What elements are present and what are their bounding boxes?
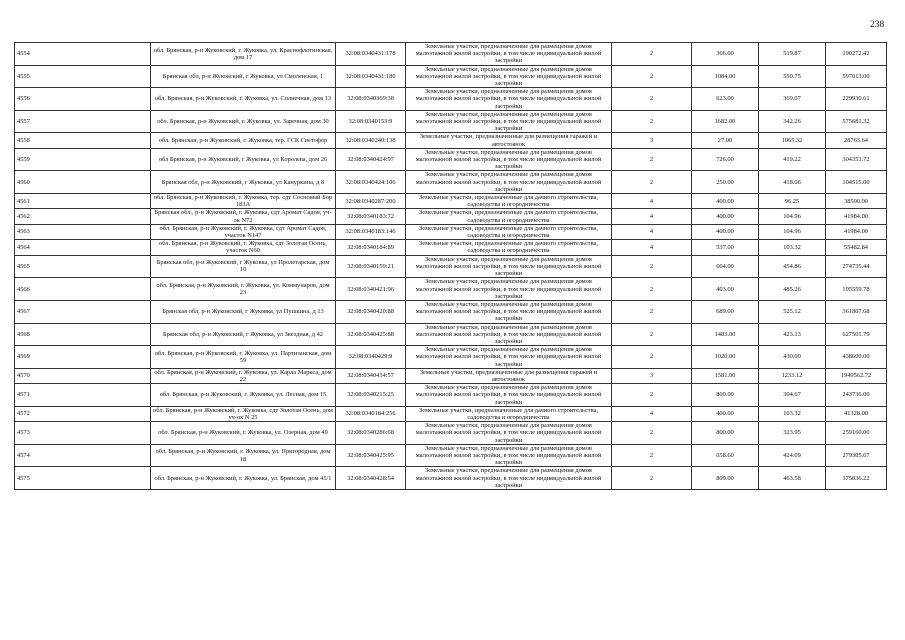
group-code-cell: 2: [612, 323, 692, 346]
land-use-cell: Земельные участки, предназначенные для дачного строительства, садоводства и огородничества: [406, 224, 612, 239]
area-cell: 726.00: [692, 148, 759, 171]
unit-value-cell: 519.87: [759, 43, 826, 66]
land-use-cell: Земельные участки, предназначенные для размещения домов малоэтажной жилой застройки, в том числе индивидуальной жилой застройки: [406, 300, 612, 323]
group-code-cell: 3: [612, 133, 692, 148]
unit-value-cell: 103.32: [759, 406, 826, 421]
cadastral-value-cell: 195559.78: [826, 278, 887, 301]
land-use-cell: Земельные участки, предназначенные для размещения домов малоэтажной жилой застройки, в том числе индивидуальной жилой застройки: [406, 278, 612, 301]
group-code-cell: 4: [612, 209, 692, 224]
address-cell: обл. Брянская, р-н Жуковский, г. Жуковка, сдт Золотая Осень, дом уч-ок N 25: [151, 406, 336, 421]
row-number: 4571: [15, 384, 151, 407]
area-cell: 809.00: [692, 467, 759, 490]
cadastral-value-cell: 274735.44: [826, 255, 887, 278]
land-use-cell: Земельные участки, предназначенные для дачного строительства, садоводства и огородничества: [406, 240, 612, 255]
cadastral-number-cell: 32:08:0340286:68: [336, 422, 406, 445]
table-row: [15, 240, 887, 255]
unit-value-cell: 1233.12: [759, 368, 826, 383]
cadastral-number-cell: 32:08:0340429:9: [336, 346, 406, 369]
unit-value-cell: 463.58: [759, 467, 826, 490]
unit-value-cell: 430.00: [759, 346, 826, 369]
area-cell: 658.60: [692, 444, 759, 467]
table-row: [15, 43, 887, 66]
group-code-cell: 2: [612, 88, 692, 111]
table-row: [15, 194, 887, 209]
group-code-cell: 2: [612, 384, 692, 407]
cadastral-number-cell: 32:08:0340421:96: [336, 278, 406, 301]
address-cell: Брянская обл, р-н Жуковский, г Жуковка, ул Пролетарская, дом 10: [151, 255, 336, 278]
row-number: 4568: [15, 323, 151, 346]
group-code-cell: 2: [612, 422, 692, 445]
cadastral-value-cell: 575681.32: [826, 110, 887, 133]
row-number: 4572: [15, 406, 151, 421]
group-code-cell: 2: [612, 65, 692, 88]
cadastral-value-cell: 375036.22: [826, 467, 887, 490]
cadastral-value-cell: 279305.67: [826, 444, 887, 467]
cadastral-value-cell: 41328.00: [826, 406, 887, 421]
cadastral-number-cell: 32:08:0340183:72: [336, 209, 406, 224]
address-cell: обл. Брянская, р-н Жуковский, г. Жуковка, ул. Заречная, дом 30: [151, 110, 336, 133]
land-use-cell: Земельные участки, предназначенные для размещения домов малоэтажной жилой застройки, в том числе индивидуальной жилой застройки: [406, 444, 612, 467]
unit-value-cell: 418.06: [759, 171, 826, 194]
land-use-cell: Земельные участки, предназначенные для размещения домов малоэтажной жилой застройки, в том числе индивидуальной жилой застройки: [406, 323, 612, 346]
area-cell: 1483.00: [692, 323, 759, 346]
cadastral-value-cell: 1949562.72: [826, 368, 887, 383]
group-code-cell: 4: [612, 224, 692, 239]
area-cell: 366.00: [692, 43, 759, 66]
address-cell: обл. Брянская, р-н Жуковский, г. Жуковка, ул. Краснофлотинская, дом 17: [151, 43, 336, 66]
row-number: 4563: [15, 224, 151, 239]
table-row: [15, 224, 887, 239]
area-cell: 250.00: [692, 171, 759, 194]
address-cell: Брянская обл., р-н Жуковский, г. Жуковка, сдт Аромат Садов, уч-ок N72: [151, 209, 336, 224]
table-row: [15, 346, 887, 369]
cadastral-number-cell: 32:08:0340184:256: [336, 406, 406, 421]
group-code-cell: 2: [612, 110, 692, 133]
row-number: 4570: [15, 368, 151, 383]
cadastral-value-cell: 243736.00: [826, 384, 887, 407]
land-use-cell: Земельные участки, предназначенные для размещения домов малоэтажной жилой застройки, в том числе индивидуальной жилой застройки: [406, 422, 612, 445]
cadastral-number-cell: 32:08:0340184:89: [336, 240, 406, 255]
land-use-cell: Земельные участки, предназначенные для размещения гаражей и автостоянок: [406, 133, 612, 148]
cadastral-number-cell: 32:08:0340434:57: [336, 368, 406, 383]
row-number: 4560: [15, 171, 151, 194]
table-row: [15, 300, 887, 323]
cadastral-number-cell: 32:08:0340183:146: [336, 224, 406, 239]
row-number: 4567: [15, 300, 151, 323]
table-row: [15, 133, 887, 148]
group-code-cell: 4: [612, 240, 692, 255]
cadastral-number-cell: 32:08:0340431:180: [336, 65, 406, 88]
land-use-cell: Земельные участки, предназначенные для размещения гаражей и автостоянок: [406, 368, 612, 383]
address-cell: обл. Брянская, р-н Жуковский, г. Жуковка, ул. Лесная, дом 15: [151, 384, 336, 407]
cadastral-value-cell: 627501.79: [826, 323, 887, 346]
row-number: 4554: [15, 43, 151, 66]
row-number: 4561: [15, 194, 151, 209]
cadastral-value-table: [14, 42, 887, 490]
land-use-cell: Земельные участки, предназначенные для размещения домов малоэтажной жилой застройки, в том числе индивидуальной жилой застройки: [406, 65, 612, 88]
unit-value-cell: 103.32: [759, 240, 826, 255]
row-number: 4558: [15, 133, 151, 148]
cadastral-value-cell: 41984.00: [826, 224, 887, 239]
land-use-cell: Земельные участки, предназначенные для размещения домов малоэтажной жилой застройки, в том числе индивидуальной жилой застройки: [406, 110, 612, 133]
row-number: 4566: [15, 278, 151, 301]
cadastral-value-cell: 41984.00: [826, 209, 887, 224]
unit-value-cell: 104.96: [759, 209, 826, 224]
page-number: 238: [870, 20, 885, 30]
table-row: [15, 323, 887, 346]
area-cell: 689.00: [692, 300, 759, 323]
address-cell: обл. Брянская, р-н Жуковский, г. Жуковка, тер. ГСК Светофор: [151, 133, 336, 148]
unit-value-cell: 454.86: [759, 255, 826, 278]
row-number: 4555: [15, 65, 151, 88]
group-code-cell: 3: [612, 368, 692, 383]
area-cell: 1084.00: [692, 65, 759, 88]
area-cell: 403.00: [692, 278, 759, 301]
area-cell: 1581.00: [692, 368, 759, 383]
table-row: [15, 278, 887, 301]
table-row: [15, 88, 887, 111]
area-cell: 400.00: [692, 224, 759, 239]
cadastral-number-cell: 32:08:0340425:88: [336, 323, 406, 346]
table-row: [15, 171, 887, 194]
cadastral-number-cell: 32:08:0340428:54: [336, 467, 406, 490]
cadastral-number-cell: 32:08:0340369:38: [336, 88, 406, 111]
group-code-cell: 4: [612, 406, 692, 421]
address-cell: обл. Брянская, р-н Жуковский, г. Жуковка, ул. Солнечная, дом 13: [151, 88, 336, 111]
area-cell: 537.00: [692, 240, 759, 255]
unit-value-cell: 525.12: [759, 300, 826, 323]
unit-value-cell: 342.26: [759, 110, 826, 133]
cadastral-number-cell: 32:08:0340420:88: [336, 300, 406, 323]
table-row: [15, 422, 887, 445]
area-cell: 1682.00: [692, 110, 759, 133]
group-code-cell: 2: [612, 444, 692, 467]
unit-value-cell: 304.67: [759, 384, 826, 407]
address-cell: обл. Брянская, р-н Жуковский, г. Жуковка, ул. Брянская, дом 45/1: [151, 467, 336, 490]
row-number: 4569: [15, 346, 151, 369]
group-code-cell: 2: [612, 148, 692, 171]
cadastral-number-cell: 32:08:0340424:106: [336, 171, 406, 194]
cadastral-value-cell: 55482.84: [826, 240, 887, 255]
row-number: 4574: [15, 444, 151, 467]
address-cell: обл. Брянская, р-н Жуковский, г. Жуковка, ул. Карла Маркса, дом 22: [151, 368, 336, 383]
table-row: [15, 444, 887, 467]
address-cell: обл. Брянская, р-н Жуковский, г. Жуковка, ул. Партизанская, дом 59: [151, 346, 336, 369]
table-row: [15, 148, 887, 171]
address-cell: обл Брянская, р-н Жуковский, г Жуковка, ул Королева, дом 26: [151, 148, 336, 171]
unit-value-cell: 550.75: [759, 65, 826, 88]
address-cell: Брянская обл, р-н Жуковский, г Жуковка, ул Кануркина, д 8: [151, 171, 336, 194]
land-use-cell: Земельные участки, предназначенные для дачного строительства, садоводства и огородничества: [406, 406, 612, 421]
area-cell: 800.00: [692, 422, 759, 445]
unit-value-cell: 323.95: [759, 422, 826, 445]
unit-value-cell: 96.25: [759, 194, 826, 209]
unit-value-cell: 419.22: [759, 148, 826, 171]
cadastral-value-cell: 304353.72: [826, 148, 887, 171]
address-cell: обл. Брянская, р-н Жуковский, г. Жуковка, сдт Аромат Садов, участок N147: [151, 224, 336, 239]
row-number: 4565: [15, 255, 151, 278]
table-body: [15, 43, 887, 490]
group-code-cell: 2: [612, 255, 692, 278]
address-cell: обл. Брянская, р-н Жуковский, г. Жуковка, ул. Коммунаров, дом 23: [151, 278, 336, 301]
address-cell: обл. Брянская, р-н Жуковский, г. Жуковка, сдт Золотая Осень, участок N60: [151, 240, 336, 255]
row-number: 4559: [15, 148, 151, 171]
cadastral-number-cell: 32:08:0340425:95: [336, 444, 406, 467]
group-code-cell: 2: [612, 346, 692, 369]
cadastral-value-cell: 259160.00: [826, 422, 887, 445]
area-cell: 623.00: [692, 88, 759, 111]
area-cell: 604.00: [692, 255, 759, 278]
address-cell: Брянская обл, р-н Жуковский, г Жуковка, ул Смоленская, 1: [151, 65, 336, 88]
group-code-cell: 2: [612, 171, 692, 194]
cadastral-number-cell: 32:08:0340153:9: [336, 110, 406, 133]
row-number: 4575: [15, 467, 151, 490]
cadastral-value-cell: 361807.68: [826, 300, 887, 323]
unit-value-cell: 369.07: [759, 88, 826, 111]
address-cell: обл. Брянская, р-н Жуковский, г. Жуковка, ул. Озерная, дом 49: [151, 422, 336, 445]
land-use-cell: Земельные участки, предназначенные для размещения домов малоэтажной жилой застройки, в том числе индивидуальной жилой застройки: [406, 171, 612, 194]
address-cell: Брянская обл, р-н Жуковский, г Жуковка, ул Пушкина, д 13: [151, 300, 336, 323]
cadastral-number-cell: 32:08:0340424:97: [336, 148, 406, 171]
address-cell: Брянская обл, р-н Жуковский, г Жуковка, ул Звездная, д 42: [151, 323, 336, 346]
area-cell: 400.00: [692, 406, 759, 421]
table-row: [15, 110, 887, 133]
land-use-cell: Земельные участки, предназначенные для размещения домов малоэтажной жилой застройки, в том числе индивидуальной жилой застройки: [406, 467, 612, 490]
group-code-cell: 2: [612, 278, 692, 301]
unit-value-cell: 485.26: [759, 278, 826, 301]
cadastral-value-cell: 438600.00: [826, 346, 887, 369]
row-number: 4564: [15, 240, 151, 255]
table-row: [15, 368, 887, 383]
address-cell: обл. Брянская, р-н Жуковский, г. Жуковка, ул. Пригородная, дом 18: [151, 444, 336, 467]
cadastral-number-cell: 32:08:0340431:178: [336, 43, 406, 66]
table-row: [15, 255, 887, 278]
table-row: [15, 384, 887, 407]
group-code-cell: 2: [612, 467, 692, 490]
area-cell: 400.00: [692, 209, 759, 224]
table-row: [15, 209, 887, 224]
area-cell: 800.00: [692, 384, 759, 407]
area-cell: 1020.00: [692, 346, 759, 369]
group-code-cell: 2: [612, 300, 692, 323]
unit-value-cell: 423.13: [759, 323, 826, 346]
unit-value-cell: 424.09: [759, 444, 826, 467]
land-use-cell: Земельные участки, предназначенные для размещения домов малоэтажной жилой застройки, в том числе индивидуальной жилой застройки: [406, 384, 612, 407]
row-number: 4557: [15, 110, 151, 133]
area-cell: 400.00: [692, 194, 759, 209]
address-cell: обл. Брянская, р-н Жуковский, г. Жуковка, тер. сдт Сосновый Бор 183А: [151, 194, 336, 209]
land-use-cell: Земельные участки, предназначенные для дачного строительства, садоводства и огородничества: [406, 209, 612, 224]
unit-value-cell: 1065.32: [759, 133, 826, 148]
land-use-cell: Земельные участки, предназначенные для размещения домов малоэтажной жилой застройки, в том числе индивидуальной жилой застройки: [406, 255, 612, 278]
table-row: [15, 406, 887, 421]
area-cell: 27.00: [692, 133, 759, 148]
cadastral-value-cell: 597013.00: [826, 65, 887, 88]
cadastral-value-cell: 38500.00: [826, 194, 887, 209]
group-code-cell: 4: [612, 194, 692, 209]
cadastral-value-cell: 104515.00: [826, 171, 887, 194]
cadastral-value-cell: 28763.64: [826, 133, 887, 148]
table-row: [15, 65, 887, 88]
land-use-cell: Земельные участки, предназначенные для дачного строительства, садоводства и огородничества: [406, 194, 612, 209]
land-use-cell: Земельные участки, предназначенные для размещения домов малоэтажной жилой застройки, в том числе индивидуальной жилой застройки: [406, 88, 612, 111]
row-number: 4573: [15, 422, 151, 445]
land-use-cell: Земельные участки, предназначенные для размещения домов малоэтажной жилой застройки, в том числе индивидуальной жилой застройки: [406, 148, 612, 171]
table-row: [15, 467, 887, 490]
row-number: 4556: [15, 88, 151, 111]
land-use-cell: Земельные участки, предназначенные для размещения домов малоэтажной жилой застройки, в том числе индивидуальной жилой застройки: [406, 346, 612, 369]
cadastral-value-cell: 229930.61: [826, 88, 887, 111]
cadastral-number-cell: 32:08:0340159:21: [336, 255, 406, 278]
unit-value-cell: 104.96: [759, 224, 826, 239]
cadastral-number-cell: 32:08:0340215:25: [336, 384, 406, 407]
cadastral-number-cell: 32:08:0340240:138: [336, 133, 406, 148]
group-code-cell: 2: [612, 43, 692, 66]
row-number: 4562: [15, 209, 151, 224]
cadastral-value-cell: 190272.42: [826, 43, 887, 66]
cadastral-number-cell: 32:08:0340287:200: [336, 194, 406, 209]
land-use-cell: Земельные участки, предназначенные для размещения домов малоэтажной жилой застройки, в том числе индивидуальной жилой застройки: [406, 43, 612, 66]
